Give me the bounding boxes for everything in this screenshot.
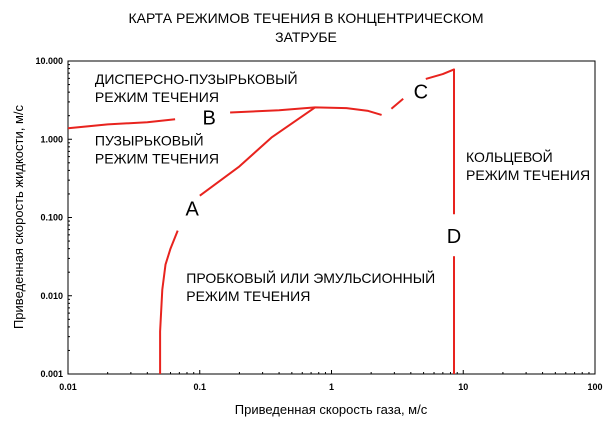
boundary-A-line [160,231,178,374]
boundary-lines [68,69,454,374]
y-tick-label: 0.001 [40,369,63,379]
region-label-dispersed-bubble: РЕЖИМ ТЕЧЕНИЯ [94,88,219,105]
region-label-annular: РЕЖИМ ТЕЧЕНИЯ [466,167,591,184]
boundary-B-line [68,119,175,128]
y-axis-label: Приведенная скорость жидкости, м/с [11,104,26,330]
chart-title-line-1: КАРТА РЕЖИМОВ ТЕЧЕНИЯ В КОНЦЕНТРИЧЕСКОМ [128,10,484,26]
x-tick-label: 0.1 [193,382,207,392]
region-label-dispersed-bubble: ДИСПЕРСНО-ПУЗЫРЬКОВЫЙ [94,70,298,87]
x-axis [59,370,602,392]
point-label-B: B [202,107,216,130]
region-label-slug-churn: ПРОБКОВЫЙ ИЛИ ЭМУЛЬСИОННЫЙ [186,270,436,287]
x-tick-label: 100 [587,382,603,392]
chart-title-line-2: ЗАТРУБЕ [275,29,337,45]
region-label-slug-churn: РЕЖИМ ТЕЧЕНИЯ [186,288,311,305]
x-tick-label: 0.01 [59,382,77,392]
x-tick-label: 10 [458,382,469,392]
region-label-bubble: ПУЗЫРЬКОВЫЙ [94,132,204,149]
y-tick-label: 0.100 [40,212,63,223]
region-label-bubble: РЕЖИМ ТЕЧЕНИЯ [94,150,219,167]
y-tick-label: 0.010 [40,290,63,301]
boundary-C-line [426,69,454,79]
x-axis-label: Приведенная скорость газа, м/с [234,402,428,417]
point-label-A: A [185,198,199,221]
boundary-point-labels [186,81,462,248]
region-labels [95,70,590,304]
region-label-annular: КОЛЬЦЕВОЙ [466,149,553,166]
y-axis [35,56,72,379]
y-tick-label: 10.000 [35,56,63,66]
point-label-C: C [413,81,429,104]
y-tick-label: 1.000 [40,134,63,145]
boundary-C-line [391,99,403,109]
point-label-D: D [446,226,462,249]
x-tick-label: 1 [328,382,335,392]
